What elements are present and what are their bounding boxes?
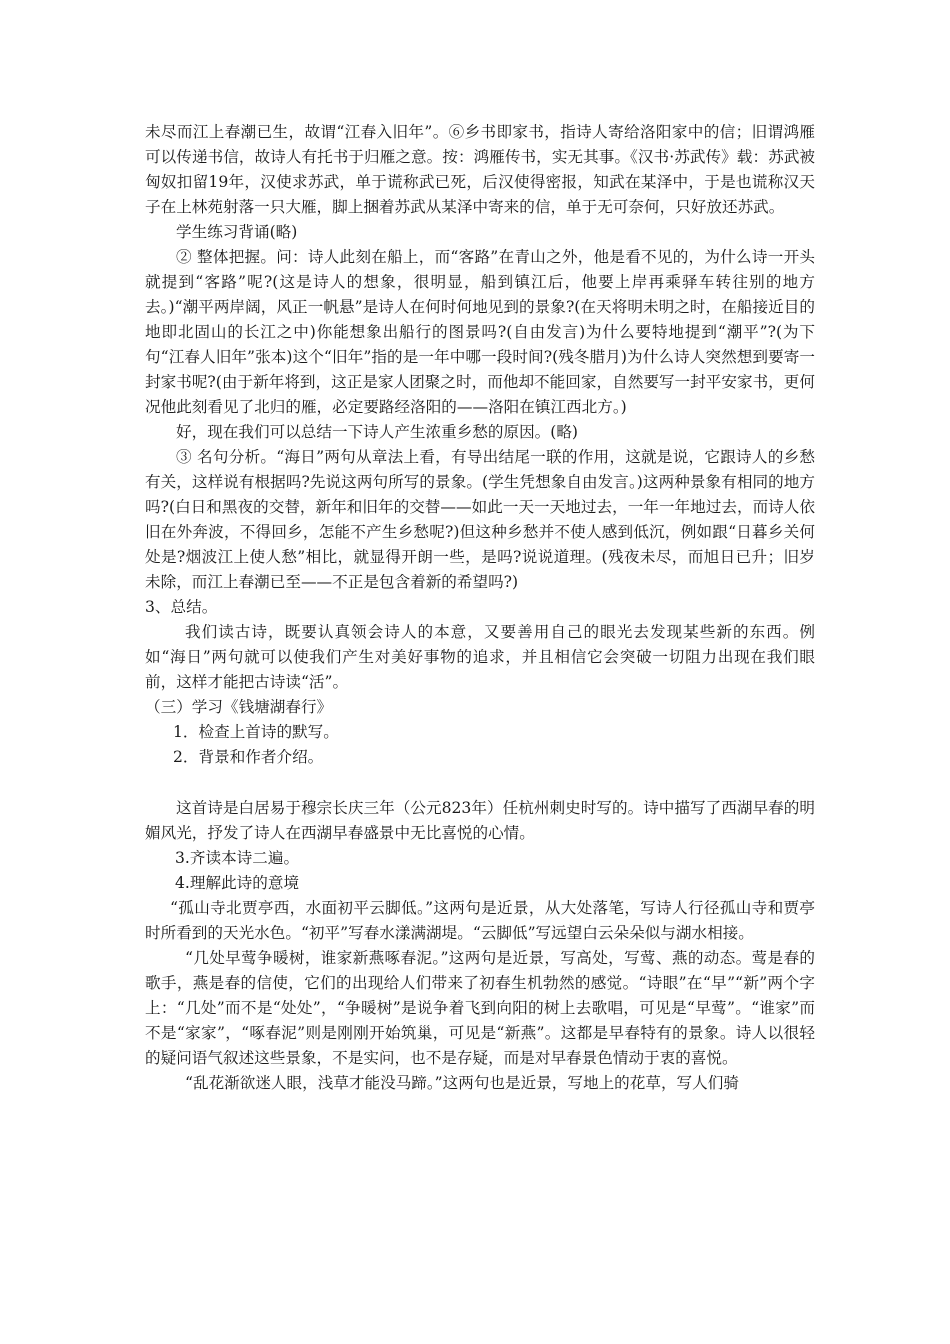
paragraph-lines-3-4: “几处早莺争暖树，谁家新燕啄春泥。”这两句是近景，写高处，写莺、燕的动态。莺是春的歌手，燕是春的信使，它们的出现给人们带来了初春生机勃然的感觉。“诗眼”在“早”“新”两个字上：“几处”而不是“处处”，“争暖树”是说争着飞到向阳的树上去歌唱，可见是“早莺”。“谁家”而不是“家家”，“啄春泥”则是刚刚开始筑巢，可见是“新燕”。这都是早春特有的景象。诗人以很轻的疑问语气叙述这些景象，不是实问，也不是存疑，而是对早春景色情动于衷的喜悦。 [145, 949, 815, 1067]
paragraph-famous-lines: ③ 名句分析。“海日”两句从章法上看，有导出结尾一联的作用，这就是说，它跟诗人的乡愁有关，这样说有根据吗?先说这两句所写的景象。(学生凭想象自由发言。)这两种景象有相同的地方吗?(白日和黑夜的交替，新年和旧年的交替——如此一天一天地过去，一年一年地过去，而诗人依旧在外奔波，不得回乡，怎能不产生乡愁呢?)但这种乡愁并不使人感到低沉，例如跟“日暮乡关何处是?烟波江上使人愁”相比，就显得开朗一些，是吗?说说道理。(残夜未尽，而旭日已升；旧岁未除，而江上春潮已至——不正是包含着新的希望吗?) [145, 448, 815, 591]
paragraph-background: 这首诗是白居易于穆宗长庆三年（公元823年）任杭州刺史时写的。诗中描写了西湖早春的明媚风光，抒发了诗人在西湖早春盛景中无比喜悦的心情。 [145, 799, 815, 842]
paragraph-summary-reason: 好，现在我们可以总结一下诗人产生浓重乡愁的原因。(略) [176, 423, 579, 441]
list-item-1: 1．检查上首诗的默写。 [173, 723, 339, 741]
heading-section-three: （三）学习《钱塘湖春行》 [145, 698, 333, 716]
paragraph-lines-1-2: “孤山寺北贾亭西，水面初平云脚低。”这两句是近景，从大处落笔，写诗人行径孤山寺和贾亭时所看到的天光水色。“初平”写春水漾满湖堤。“云脚低”写远望白云朵朵似与湖水相接。 [145, 899, 815, 942]
paragraph-overall-grasp: ② 整体把握。问：诗人此刻在船上，而“客路”在青山之外，他是看不见的，为什么诗一开头就提到“客路”呢?(这是诗人的想象，很明显，船到镇江后，他要上岸再乘驿车转往别的地方去。)“潮平两岸阔，风正一帆悬”是诗人在何时何地见到的景象?(在天将明未明之时，在船接近目的地即北固山的长江之中)你能想象出船行的图景吗?(自由发言)为什么要特地提到“潮平”?(为下句“江春人旧年”张本)这个“旧年”指的是一年中哪一段时间?(残冬腊月)为什么诗人突然想到要寄一封家书呢?(由于新年将到，这正是家人团聚之时，而他却不能回家，自然要写一封平安家书，更何况他此刻看见了北归的雁，必定要路经洛阳的——洛阳在镇江西北方。) [145, 248, 815, 416]
list-item-2: 2．背景和作者介绍。 [173, 748, 324, 766]
paragraph-recitation: 学生练习背诵(略) [176, 223, 298, 241]
paragraph-note-continuation: 未尽而江上春潮已生，故谓“江春入旧年”。⑥乡书即家书，指诗人寄给洛阳家中的信；旧谓鸿雁可以传递书信，故诗人有托书于归雁之意。按：鸿雁传书，实无其事。《汉书·苏武传》载：苏武被匈奴扣留19年，汉使求苏武，单于谎称武已死，后汉使得密报，知武在某泽中，于是也谎称汉天子在上林苑射落一只大雁，脚上捆着苏武从某泽中寄来的信，单于无可奈何，只好放还苏武。 [145, 123, 815, 216]
blank-line [145, 770, 815, 796]
document-page [145, 120, 815, 1096]
heading-conclusion: 3、总结。 [145, 598, 218, 616]
paragraph-lines-5-6: “乱花渐欲迷人眼，浅草才能没马蹄。”这两句也是近景，写地上的花草，写人们骑 [185, 1074, 739, 1092]
list-item-3: 3.齐读本诗二遍。 [175, 849, 300, 867]
paragraph-conclusion: 我们读古诗，既要认真领会诗人的本意，又要善用自己的眼光去发现某些新的东西。例如“海日”两句就可以使我们产生对美好事物的追求，并且相信它会突破一切阻力出现在我们眼前，这样才能把古诗读“活”。 [145, 623, 815, 691]
list-item-4: 4.理解此诗的意境 [175, 874, 300, 892]
